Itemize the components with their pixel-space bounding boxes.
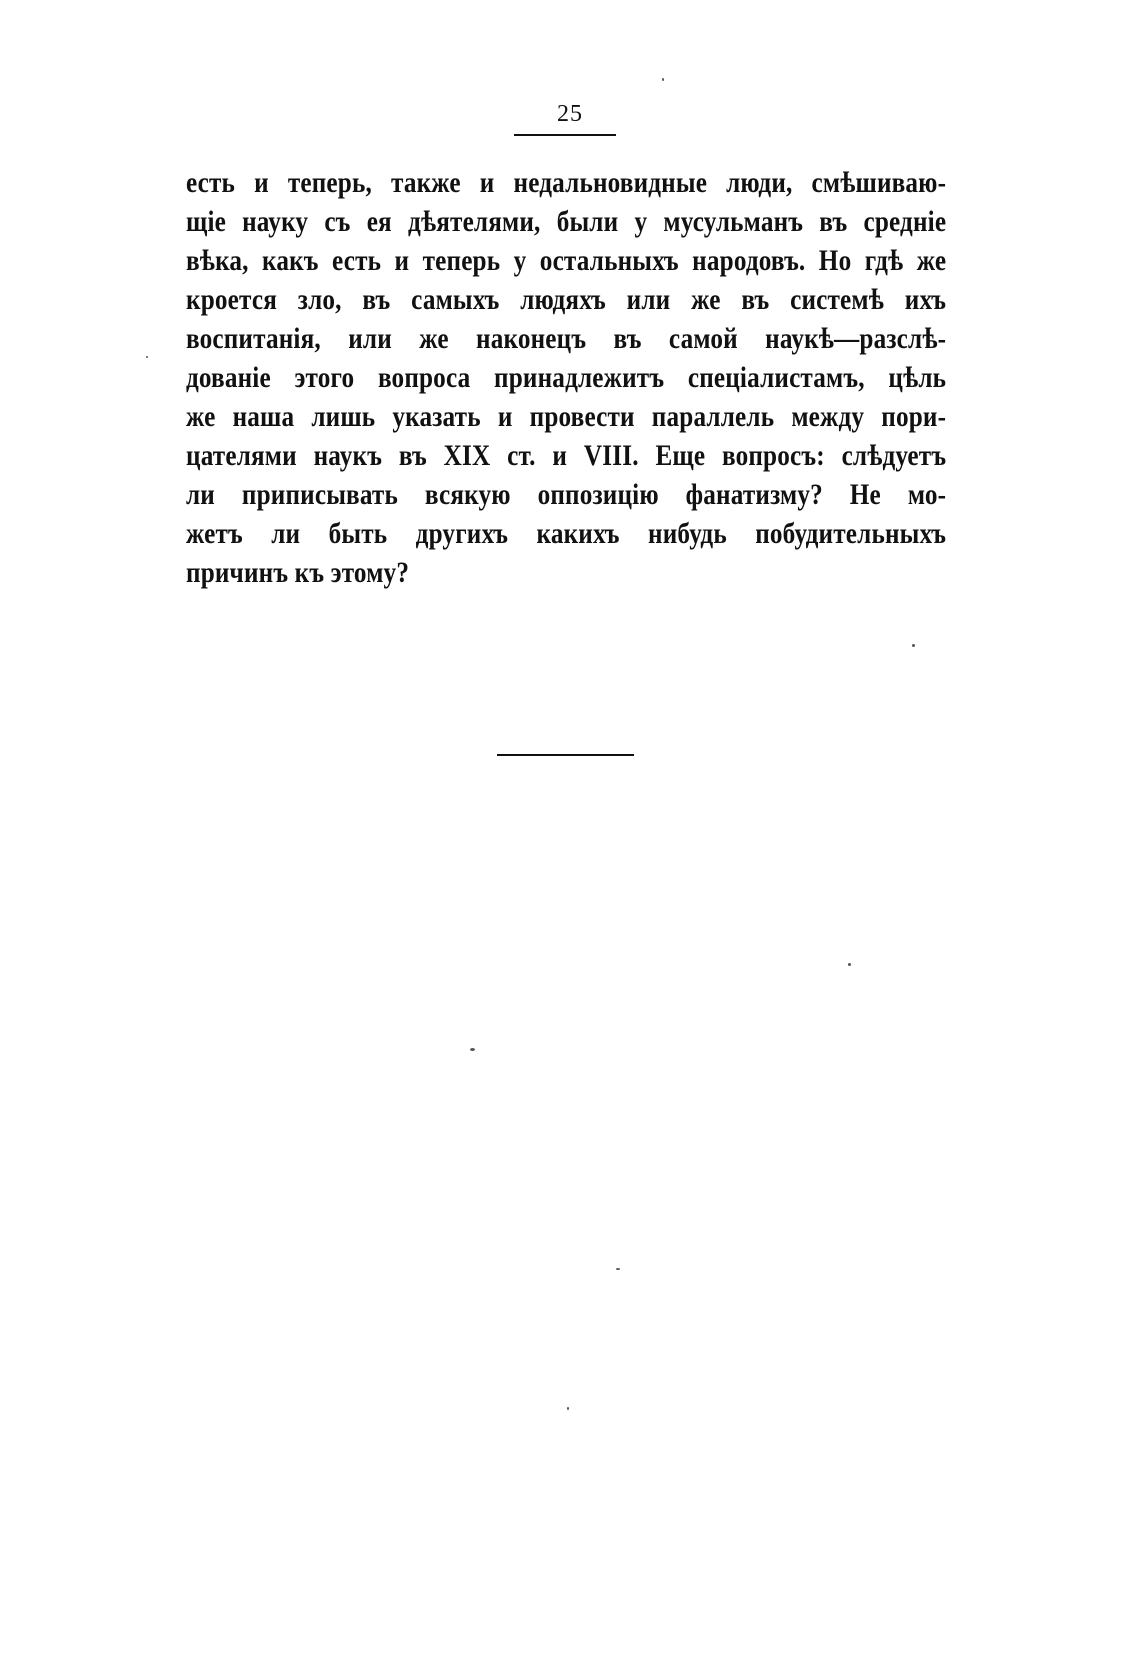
word: какихъ [536,517,620,550]
word: же [186,400,216,433]
word: и [552,439,568,472]
text-line [186,280,946,319]
word: наукѣ—разслѣ- [765,322,947,355]
text-line [186,358,946,397]
word: цѣль [888,361,947,394]
text-line [186,163,946,202]
word: цателями [186,439,297,472]
word: указать [392,400,481,433]
word: мусульманъ [663,205,804,238]
word: остальныхъ [539,244,679,277]
word: спеціалистамъ, [687,361,865,394]
word: были [556,205,619,238]
word: есть [186,166,236,199]
word: наукъ [313,439,383,472]
word: гдѣ [864,244,904,277]
word: же [419,322,449,355]
word: системѣ [790,283,885,316]
page-number: 25 [557,101,583,127]
text-line [186,202,946,241]
scan-speck [662,78,664,81]
text-line [186,475,946,514]
word: и [497,400,513,433]
word: теперь [422,244,501,277]
word: науку [242,205,309,238]
word: ея [366,205,392,238]
scan-speck [567,1407,569,1410]
section-end-rule [497,754,634,756]
word: этого [294,361,355,394]
word: или [626,283,671,316]
word: дѣятелями, [408,205,541,238]
word: ст. [507,439,536,472]
text-line-content: причинъ къ этому? [186,556,410,589]
text-line [186,241,946,280]
word: приписывать [241,478,398,511]
word: съ [324,205,351,238]
word: слѣдуетъ [841,439,947,472]
word: Не [849,478,881,511]
word: наша [232,400,295,433]
word: воспитанія, [186,322,321,355]
word: быть [328,517,388,550]
word: VIII. [583,439,639,472]
word: вопроса [377,361,471,394]
scan-speck [146,356,148,358]
word: параллель [651,400,775,433]
text-line [186,514,946,553]
word: кроется [186,283,278,316]
word: у [634,205,648,238]
word: и [254,166,269,199]
word: ихъ [904,283,947,316]
word: провести [529,400,635,433]
word: въ [398,439,427,472]
word: люди, [726,166,793,199]
word: вопросъ: [721,439,825,472]
body-paragraph [186,163,946,592]
word: есть [332,244,382,277]
text-line [186,319,946,358]
word: XIX [443,439,491,472]
scan-speck [848,963,851,966]
word: смѣшиваю- [811,166,947,199]
word: между [791,400,865,433]
word: побудительныхъ [755,517,947,550]
word: ли [271,517,301,550]
header-rule [514,134,616,136]
word: наконецъ [476,322,587,355]
word: или [348,322,392,355]
word: какъ [262,244,319,277]
word: жетъ [186,517,243,550]
word: пори- [881,400,947,433]
word: щіе [186,205,226,238]
word: лишь [311,400,376,433]
text-line [186,436,946,475]
word: также [390,166,461,199]
word: мо- [907,478,947,511]
scan-speck [470,1048,475,1051]
word: людяхъ [520,283,606,316]
word: теперь, [287,166,372,199]
scan-speck [616,1268,620,1270]
scan-speck [912,644,915,647]
word: у [513,244,527,277]
word: ли [186,478,216,511]
word: принадлежитъ [494,361,665,394]
word: средніе [863,205,947,238]
word: Но [818,244,852,277]
word: въ [819,205,848,238]
word: недальновидные [513,166,708,199]
word: дованіе [186,361,271,394]
word: въ [362,283,391,316]
word: и [479,166,495,199]
word: всякую [424,478,511,511]
text-line [186,553,946,592]
word: же [691,283,721,316]
word: другихъ [415,517,509,550]
word: въ [741,283,770,316]
word: же [916,244,947,277]
word: фанатизму? [685,478,823,511]
word: самой [668,322,738,355]
word: народовъ. [692,244,806,277]
word: нибудь [648,517,727,550]
word: и [394,244,410,277]
word: въ [613,322,642,355]
word: зло, [297,283,342,316]
word: оппозицію [537,478,659,511]
word: Еще [655,439,706,472]
word: самыхъ [411,283,500,316]
text-line [186,397,946,436]
word: вѣка, [186,244,249,277]
